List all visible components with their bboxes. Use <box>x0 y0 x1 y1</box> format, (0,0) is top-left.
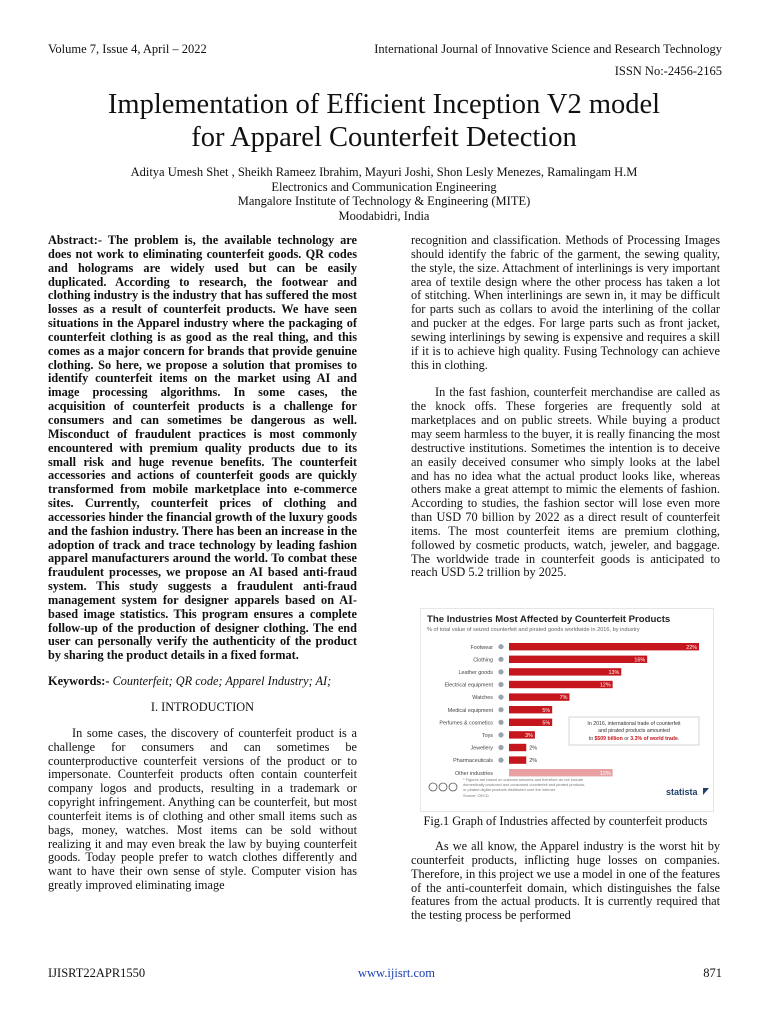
value-label: 7% <box>559 695 568 702</box>
category-label: Footwear <box>470 644 493 651</box>
right-column-lower <box>411 840 720 923</box>
journal-url[interactable]: www.ijisrt.com <box>358 966 435 980</box>
category-icon <box>498 669 503 674</box>
category-icon <box>498 682 503 687</box>
chart-bars <box>439 643 699 777</box>
section-heading: I. INTRODUCTION <box>150 700 255 714</box>
authors: Aditya Umesh Shet , Sheikh Rameez Ibrahim, Mayuri Joshi, Shon Lesly Menezes, Ramalingam H.M <box>130 165 638 179</box>
cc-icon <box>429 783 437 791</box>
category-label: Toys <box>481 733 493 739</box>
bar <box>509 744 526 751</box>
category-icon <box>498 695 503 700</box>
chart-subtitle: % of total value of seized counterfeit and pirated goods worldwide in 2016, by industry <box>427 627 640 633</box>
category-icon <box>498 732 503 737</box>
keywords <box>48 675 357 689</box>
footnote-line-2: domestically produced and consumed counterfeit and pirated products, <box>463 782 586 787</box>
category-label: Pharmaceuticals <box>453 758 493 765</box>
figure-1 <box>420 608 714 812</box>
paper-id: IJISRT22APR1550 <box>48 966 146 980</box>
value-label: 22% <box>686 644 697 651</box>
department: Electronics and Communication Engineering <box>271 179 497 194</box>
right-column <box>411 234 720 580</box>
category-icon <box>498 644 503 649</box>
annotation-line-1: In 2016, international trade of counterfeit <box>587 721 681 727</box>
right-paragraph-3: As we all know, the Apparel industry is the worst hit by counterfeit products, inflicting huge losses on companies. Therefore, in this project we use a model in one of the features of the anti-counterfeit domain, which distinguishes the false features from the actual products. It is currently required that the testing process be performed <box>411 839 720 923</box>
annotation-highlight-1: $509 billion <box>594 736 623 742</box>
paper-title <box>40 88 728 154</box>
page-number: 871 <box>703 966 722 980</box>
location: Moodabidri, India <box>338 208 430 223</box>
category-label: Clothing <box>473 657 493 664</box>
chart-annotation <box>569 717 699 745</box>
statista-logo: statista <box>666 787 698 797</box>
value-label: 5% <box>542 707 551 714</box>
value-label: 2% <box>529 745 538 752</box>
category-icon <box>498 720 503 725</box>
category-icon <box>498 707 503 712</box>
journal-name: International Journal of Innovative Science and Research Technology <box>374 42 722 56</box>
category-label: Leather goods <box>458 670 493 676</box>
category-label: Jewellery <box>470 745 493 752</box>
right-paragraph-1: recognition and classification. Methods of Processing Images should identify the fabric of the garment, the sewing quality, the style, the size. Attachment of interlinings is very important area of textile design where the other process has taken a lot of stitching. When interlinings are sewn in, it may be difficult for parts such as collars to avoid the interlining of the collar and pucker at the edges. For large parts such as front jacket, sewing interlinings by sewing is expensive and requires a skill if it is to achieve high quality. Fusing Technology can achieve this in clothing. <box>411 233 720 372</box>
category-label: Other industries <box>454 770 493 777</box>
bar <box>509 668 621 675</box>
category-icon <box>498 745 503 750</box>
title-line-2: for Apparel Counterfeit Detection <box>191 122 577 153</box>
bar <box>509 756 526 763</box>
value-label: 12% <box>599 770 611 777</box>
annotation-post: . <box>677 736 680 742</box>
footnote-line-1: * Figures are based on customs seizures and therefore do not include <box>463 777 584 782</box>
value-label: 16% <box>634 657 646 664</box>
category-icon <box>498 657 503 662</box>
footnote-line-3: or pirated digital products distributed over the internet. <box>463 787 556 792</box>
figure-caption: Fig.1 Graph of Industries affected by counterfeit products <box>423 814 708 828</box>
title-line-1: Implementation of Efficient Inception V2 model <box>107 89 661 120</box>
right-paragraph-2: In the fast fashion, counterfeit merchandise are called as the knock offs. These forgeries are frequently sold at marketplaces and on public streets. While buying a product may seem harmless to the buyer, it is really financing the most destructive institutions. Sometimes the intention is to deceive an easily deceived consumer who simply looks at the label and has no idea what the actual product looks like, whereas others make a great attempt to mimic the elements of fashion. According to studies, the fashion sector will lose even more than USD 70 billion by 2022 as a direct result of counterfeit items. The most counterfeit items are premium clothing, followed by cosmetic products, watch, jeweler, and baggage. The worldwide trade in counterfeit goods is anticipated to reach USD 5.2 trillion by 2025. <box>411 385 720 580</box>
left-column <box>48 234 357 893</box>
license-icons <box>429 783 457 791</box>
footnote-source: Source: OECD <box>463 793 489 798</box>
value-label: 2% <box>529 758 538 765</box>
annotation-pre: to <box>588 736 595 742</box>
annotation-mid: or <box>622 736 631 742</box>
intro-paragraph-1: In some cases, the discovery of counterfeit product is a challenge for consumers and can sometimes be counterproductive counterfeit versions of the product or to impersonate. Counterfeit products often contain counterfeit company logos and products, resulting in a trademark or copyright infringement. Anything can be counterfeit, but most counterfeit items is of clothing and other small items such as bags, money, watches. Most items can be sold without realizing it and may even break the law by buying counterfeit goods. Today people prefer to watch clothes differently and want to have their own sense of style. Computer vision has greatly improved eliminating image <box>48 725 357 893</box>
by-icon <box>439 783 447 791</box>
category-label: Watches <box>472 695 493 702</box>
volume-issue: Volume 7, Issue 4, April – 2022 <box>48 42 207 56</box>
keywords-text: Counterfeit; QR code; Apparel Industry; AI; <box>112 674 332 689</box>
abstract: Abstract:- The problem is, the available technology are does not work to eliminating counterfeit goods. QR codes and holograms are widely used but can be easily duplicated. According to research, the footwear and clothing industry is the industry that has suffered the most losses as a result of counterfeit products. We have seen situations in the Apparel industry where the packaging of counterfeit clothing is as good as the real thing, and this comes as a major concern for brands that provide genuine clothing. So here, we propose a solution that promises to identify counterfeit items on the market using AI and image processing algorithms. In some cases, the acquisition of counterfeit products is a challenge for consumers and can sometimes be dangerous as well. Misconduct of fraudulent practices is most commonly encountered with premium quality products due to its small risk and huge revenue benefits. The counterfeit accessories and actions of counterfeit goods are quickly transformed from mobile marketplace into e-commerce sites. Currently, counterfeit prices of clothing and accessories hinder the financial growth of the luxury goods and the fashion industry. There has been an increase in the adoption of track and trace technology by leading fashion apparel manufacturers around the world. To combat these fraudulent processes, we propose an AI based anti-fraud system. This study suggests a fraudulent anti-fraud management system for designer apparels based on AI-based image statistics. This program ensures a complete follow-up of the production of designer clothing. The end user can personally verify the authenticity of the product by sharing the product details in a fixed format. <box>48 233 357 663</box>
author-block <box>40 165 728 223</box>
value-label: 5% <box>542 720 551 727</box>
nd-icon <box>449 783 457 791</box>
bar <box>509 681 613 688</box>
value-label: 13% <box>608 670 620 676</box>
category-label: Electrical equipment <box>444 682 493 689</box>
bar <box>509 769 613 776</box>
keywords-label: Keywords:- <box>48 674 110 689</box>
industries-chart <box>421 609 713 811</box>
chart-title: The Industries Most Affected by Counterfeit Products <box>427 614 671 625</box>
annotation-line-3 <box>589 736 680 742</box>
category-label: Perfumes & cosmetics <box>439 720 493 727</box>
bar <box>509 643 699 650</box>
category-label: Medical equipment <box>447 707 493 714</box>
institution: Mangalore Institute of Technology & Engineering (MITE) <box>237 194 531 208</box>
annotation-line-2: and pirated products amounted <box>598 728 670 734</box>
statista-logo-mark <box>703 788 709 795</box>
value-label: 3% <box>525 733 533 739</box>
category-icon <box>498 758 503 763</box>
annotation-highlight-2: 3.3% of world trade <box>630 736 678 742</box>
bar <box>509 656 647 663</box>
value-label: 12% <box>599 682 611 689</box>
issn: ISSN No:-2456-2165 <box>614 64 722 78</box>
